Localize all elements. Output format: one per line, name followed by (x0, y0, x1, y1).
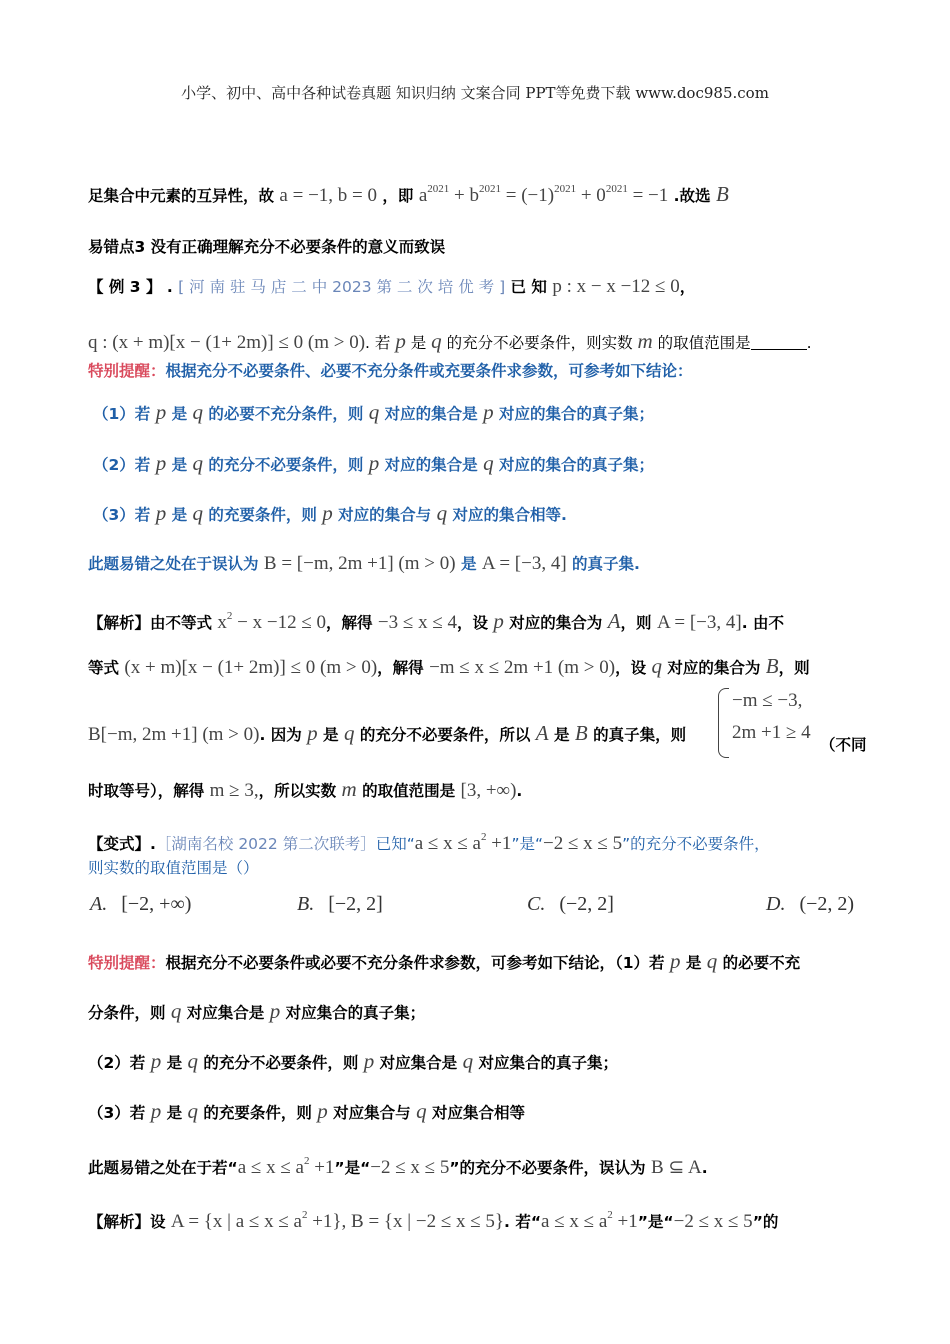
system-brace (718, 688, 729, 758)
text: 足集合中元素的互异性，故 (88, 187, 275, 205)
tip-2-cont: 分条件，则 q 对应集合是 p 对应集合的真子集； (88, 999, 426, 1023)
math: q : (x + m)[x − (1+ 2m)] ≤ 0 (m > 0) (88, 332, 366, 353)
math: p : x − x −12 ≤ 0 (552, 276, 680, 297)
choice-a[interactable]: A. [−2, +∞) (90, 893, 192, 915)
example-3-line2: q : (x + m)[x − (1+ 2m)] ≤ 0 (m > 0). 若 p 是 q 的充分不必要条件，则实数 m 的取值范围是 . (88, 329, 812, 353)
math: $a^{2021} + b^{2021} = (-1)^{2021} + 0^{2021} = -1$ (418, 183, 669, 206)
solution-line1: 【解析】由不等式 $x^2 - x -12 \le 0$，解得 −3 ≤ x ≤ 4，设 p 对应的集合为 A，则 A = [−3, 4]. 由不 (88, 609, 784, 633)
text: （不同 (820, 736, 867, 754)
text: .故选 (673, 187, 711, 205)
solution-line4: 时取等号），解得 m ≥ 3,，所以实数 m 的取值范围是 [3, +∞). (88, 777, 523, 801)
variant-line2: 则实数的取值范围是（） (88, 859, 259, 877)
tip-1: 特别提醒：根据充分不必要条件、必要不充分条件或充要条件求参数，可参考如下结论： (88, 362, 693, 380)
choice-b[interactable]: B. [−2, 2] (297, 893, 383, 915)
answer-blank (751, 333, 807, 350)
math: a = −1, b = 0 (279, 185, 378, 206)
system-row-1: −m ≤ −3, (732, 690, 803, 711)
error-note-2: 此题易错之处在于若“$a \le x \le a^2 +1$”是“−2 ≤ x ≤ 5”的充分不必要条件，误认为 B ⊆ A. (88, 1155, 708, 1178)
text: ，即 (382, 187, 414, 205)
error-note-1: 此题易错之处在于误认为 B = [−m, 2m +1] (m > 0) 是 A = [−3, 4] 的真子集. (88, 553, 640, 574)
tip-2-item-3: （3）若 p 是 q 的充要条件，则 p 对应集合与 q 对应集合相等 (88, 1099, 525, 1123)
solution-2-line1: 【解析】设 A = {x | $a \le x \le a^2 +1$}, B = {x | −2 ≤ x ≤ 5}. 若“$a \le x \le a^2 +1$”是“−2 ≤ x ≤ 5”的 (88, 1209, 779, 1232)
choice-d[interactable]: D. (−2, 2) (766, 893, 855, 915)
tip-2-item-2: （2）若 p 是 q 的充分不必要条件，则 p 对应集合是 q 对应集合的真子集； (88, 1049, 618, 1073)
example-3-line1: 【 例 3 】 . [ 河 南 驻 马 店 二 中 2023 第 二 次 培 优 考 ] 已 知 p : x − x −12 ≤ 0， (88, 276, 696, 297)
page-header: 小学、初中、高中各种试卷真题 知识归纳 文案合同 PPT等免费下载 www.doc985.com (181, 84, 769, 102)
line-conclusion (88, 178, 729, 207)
solution-line3: B[−m, 2m +1] (m > 0). 因为 p 是 q 的充分不必要条件，所以 A 是 B 的真子集，则 (88, 721, 687, 745)
tip-1-item-1: （1）若 p 是 q 的必要不充分条件，则 q 对应的集合是 p 对应的集合的真子集； (93, 400, 654, 424)
system-row-2: 2m +1 ≥ 4 (732, 722, 811, 743)
tip-1-item-2: （2）若 p 是 q 的充分不必要条件，则 p 对应的集合是 q 对应的集合的真子集； (93, 451, 654, 475)
section-heading: 易错点3 没有正确理解充分不必要条件的意义而致误 (88, 238, 446, 256)
solution-line2: 等式 (x + m)[x − (1+ 2m)] ≤ 0 (m > 0)，解得 −m ≤ x ≤ 2m +1 (m > 0)，设 q 对应的集合为 B，则 (88, 654, 810, 678)
math: B (715, 182, 729, 206)
tip-1-item-3: （3）若 p 是 q 的充要条件，则 p 对应的集合与 q 对应的集合相等. (93, 501, 567, 525)
choice-c[interactable]: C. (−2, 2] (527, 893, 614, 915)
tip-2: 特别提醒：根据充分不必要条件或必要不充分条件求参数，可参考如下结论，（1）若 p 是 q 的必要不充 (88, 949, 801, 973)
variant-line1: 【变式】.［湖南名校 2022 第二次联考］已知“$a \le x \le a^2 +1$”是“−2 ≤ x ≤ 5”的充分不必要条件， (88, 831, 770, 854)
source-tag: [ 河 南 驻 马 店 二 中 2023 第 二 次 培 优 考 ] (178, 278, 506, 296)
